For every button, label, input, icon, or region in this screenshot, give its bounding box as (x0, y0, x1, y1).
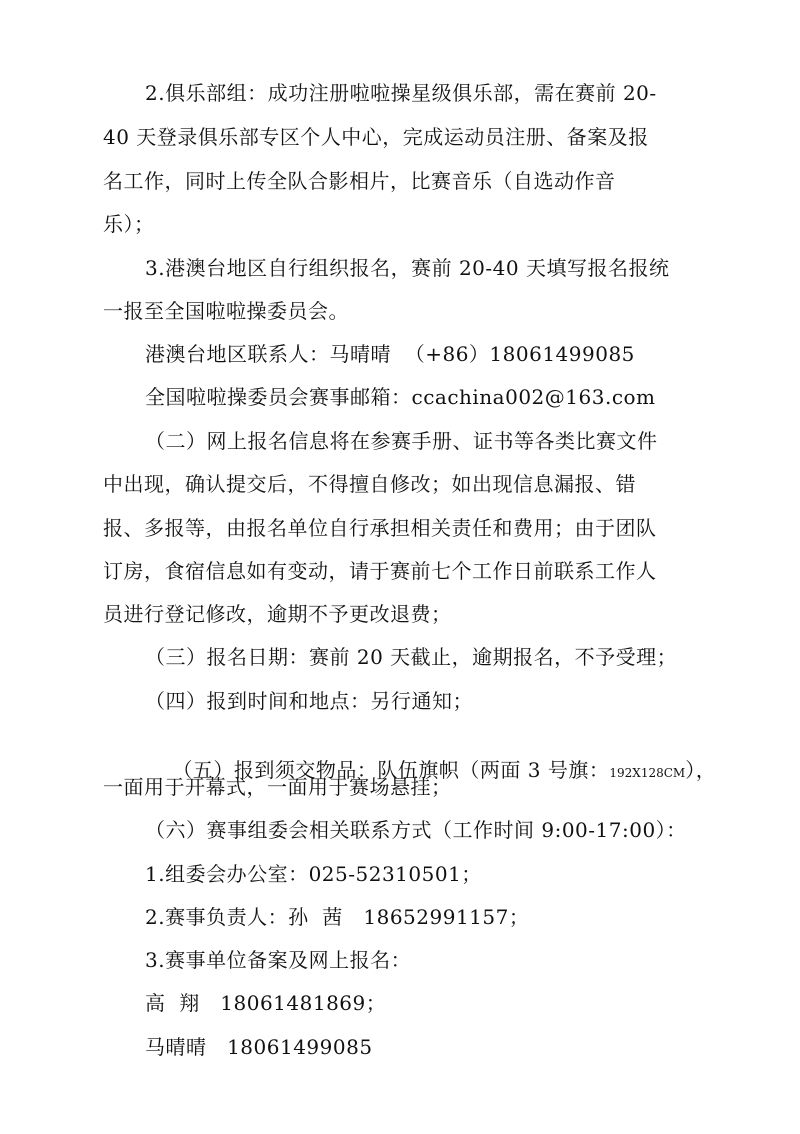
paragraph-line: 报、多报等，由报名单位自行承担相关责任和费用；由于团队 (103, 516, 657, 540)
paragraph-line: 一报至全国啦啦操委员会。 (103, 299, 349, 323)
paragraph-line: （三）报名日期：赛前 20 天截止，逾期报名，不予受理； (145, 645, 678, 669)
paragraph-line: 40 天登录俱乐部专区个人中心，完成运动员注册、备案及报 (103, 125, 649, 149)
paragraph-line: （六）赛事组委会相关联系方式（工作时间 9:00-17:00）： (145, 818, 687, 842)
staff-contact-line: 马晴晴 18061499085 (145, 1035, 373, 1059)
paragraph-line: （四）报到时间和地点：另行通知； (145, 689, 473, 713)
staff-contact-line: 高 翔 18061481869； (145, 991, 387, 1015)
paragraph-line: 中出现，确认提交后，不得擅自修改；如出现信息漏报、错 (103, 472, 636, 496)
paragraph-line: 一面用于开幕式，一面用于赛场悬挂； (103, 775, 452, 799)
paragraph-line: 2.俱乐部组：成功注册啦啦操星级俱乐部，需在赛前 20- (145, 81, 657, 105)
email-line: 全国啦啦操委员会赛事邮箱：ccachina002@163.com (145, 385, 656, 409)
paragraph-line: 3.赛事单位备案及网上报名： (145, 948, 412, 972)
paragraph-line: （二）网上报名信息将在参赛手册、证书等各类比赛文件 (145, 429, 658, 453)
flag-close-text: ）， (685, 758, 717, 782)
paragraph-line: 乐）； (103, 212, 155, 236)
contact-line: 港澳台地区联系人：马晴晴 （+86）18061499085 (145, 342, 635, 366)
flag-requirement-text: （五）报到须交物品：队伍旗帜（两面 3 号旗： (172, 758, 610, 782)
paragraph-line: 订房，食宿信息如有变动，请于赛前七个工作日前联系工作人 (103, 559, 657, 583)
paragraph-line: 员进行登记修改，逾期不予更改退费； (103, 602, 452, 626)
office-contact-line: 1.组委会办公室：025-52310501； (145, 862, 482, 886)
leader-contact-line: 2.赛事负责人：孙 茜 18652991157； (145, 905, 530, 929)
paragraph-line: 名工作，同时上传全队合影相片，比赛音乐（自选动作音 (103, 169, 616, 193)
paragraph-line: 3.港澳台地区自行组织报名，赛前 20-40 天填写报名报统 (145, 256, 670, 280)
flag-size-text: 192X128CM (609, 766, 686, 780)
